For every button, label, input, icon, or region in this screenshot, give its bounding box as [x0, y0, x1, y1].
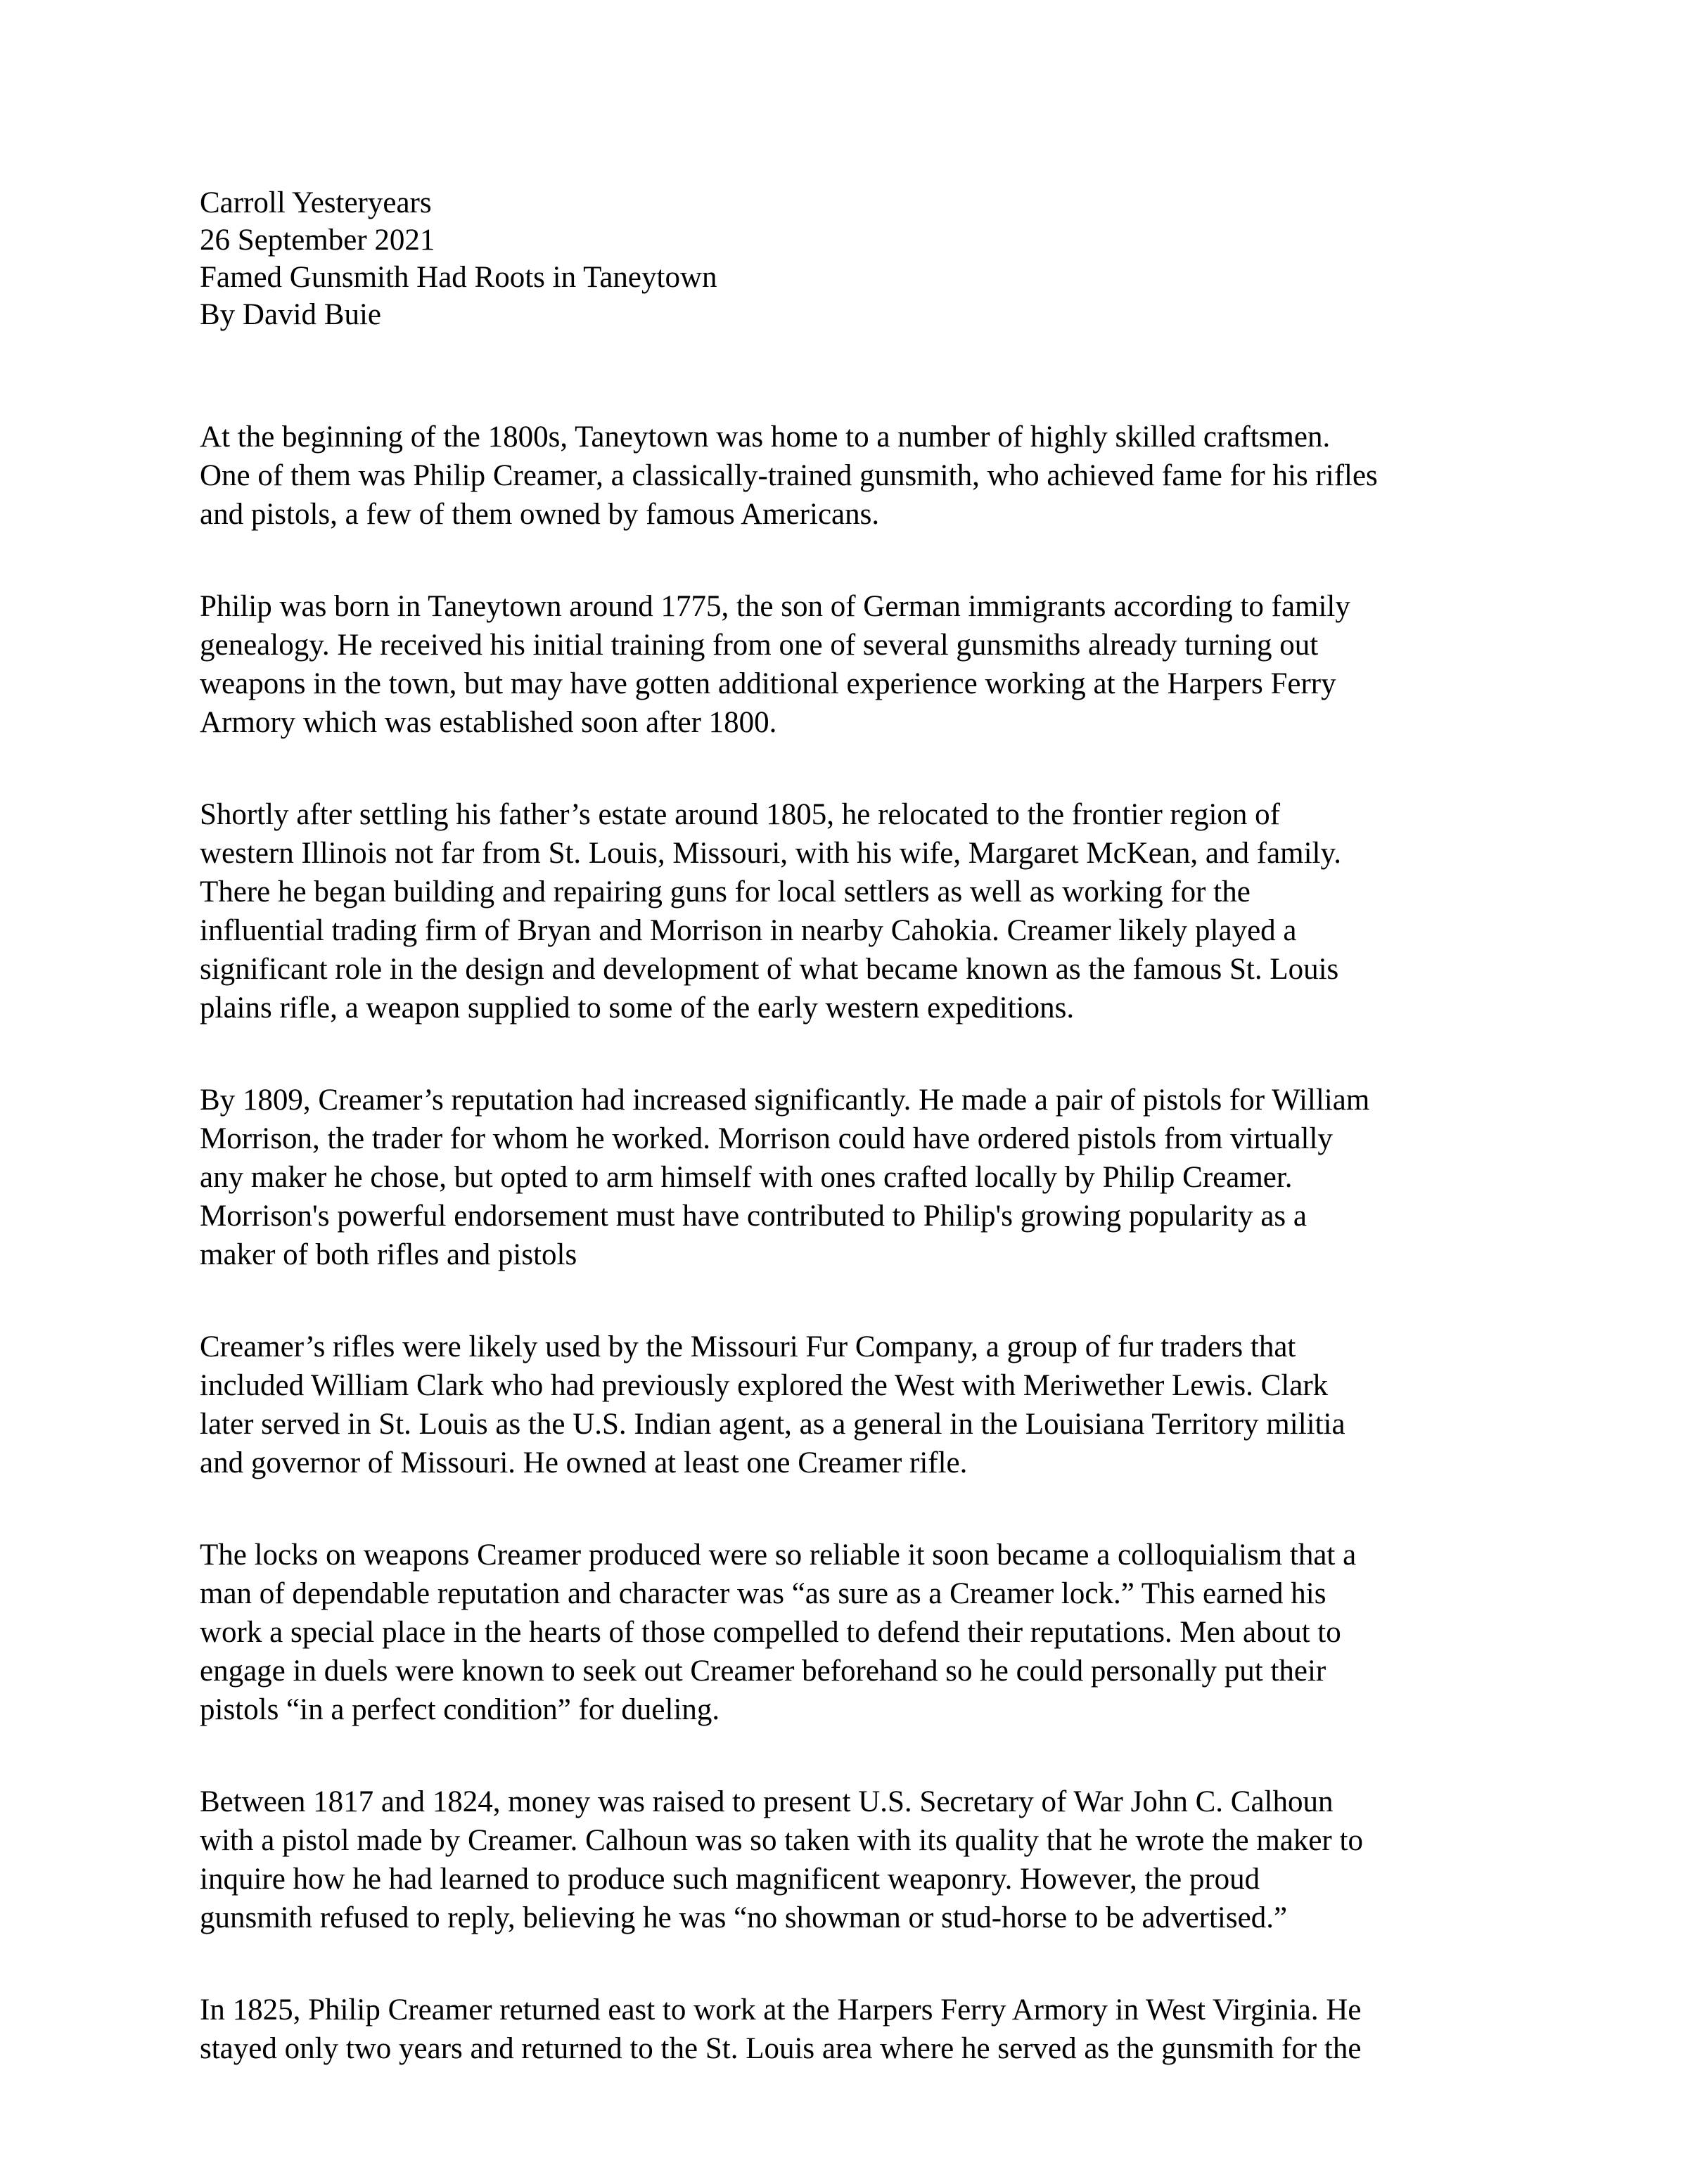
text-line: Creamer’s rifles were likely used by the Missouri Fur Company, a group of fur traders that	[200, 1330, 1296, 1363]
text-line: By 1809, Creamer’s reputation had increased significantly. He made a pair of pistols for William	[200, 1084, 1370, 1117]
paragraph	[200, 795, 1536, 1027]
paragraph-gap	[200, 1274, 1536, 1328]
text-line: Shortly after settling his father’s estate around 1805, he relocated to the frontier region of	[200, 798, 1280, 831]
paragraph-gap	[200, 534, 1536, 587]
text-line: At the beginning of the 1800s, Taneytown was home to a number of highly skilled craftsmen.	[200, 420, 1331, 454]
text-line: The locks on weapons Creamer produced were so reliable it soon became a colloquialism that a	[200, 1539, 1357, 1572]
text-line: In 1825, Philip Creamer returned east to work at the Harpers Ferry Armory in West Virginia. He	[200, 1993, 1362, 2026]
text-line: weapons in the town, but may have gotten additional experience working at the Harpers Ferry	[200, 667, 1336, 700]
column-name: Carroll Yesteryears	[200, 186, 432, 219]
paragraph-gap	[200, 1482, 1536, 1536]
text-line: work a special place in the hearts of those compelled to defend their reputations. Men about to	[200, 1616, 1341, 1649]
text-line: engage in duels were known to seek out Creamer beforehand so he could personally put their	[200, 1655, 1326, 1688]
text-line: Philip was born in Taneytown around 1775, the son of German immigrants according to family	[200, 590, 1350, 623]
paragraph-gap	[200, 1729, 1536, 1782]
paragraph	[200, 1328, 1536, 1482]
text-line: maker of both rifles and pistols	[200, 1238, 577, 1271]
text-line: One of them was Philip Creamer, a classically-trained gunsmith, who achieved fame for his rifles	[200, 459, 1378, 492]
paragraph	[200, 1536, 1536, 1729]
paragraph	[200, 418, 1536, 534]
text-line: and pistols, a few of them owned by famous Americans.	[200, 498, 880, 531]
paragraph	[200, 1081, 1536, 1274]
text-line: significant role in the design and development of what became known as the famous St. Louis	[200, 953, 1339, 986]
text-line: Between 1817 and 1824, money was raised to present U.S. Secretary of War John C. Calhoun	[200, 1785, 1334, 1818]
publication-date: 26 September 2021	[200, 224, 435, 257]
paragraph	[200, 1782, 1536, 1937]
text-line: stayed only two years and returned to the St. Louis area where he served as the gunsmith for the	[200, 2032, 1362, 2065]
article-title: Famed Gunsmith Had Roots in Taneytown	[200, 261, 717, 294]
byline: By David Buie	[200, 298, 381, 331]
paragraph-gap	[200, 1027, 1536, 1081]
text-line: pistols “in a perfect condition” for dueling.	[200, 1693, 720, 1726]
text-line: western Illinois not far from St. Louis, Missouri, with his wife, Margaret McKean, and family.	[200, 837, 1341, 870]
paragraph-gap	[200, 742, 1536, 795]
text-line: Armory which was established soon after 1800.	[200, 706, 777, 739]
text-line: gunsmith refused to reply, believing he was “no showman or stud-horse to be advertised.”	[200, 1901, 1288, 1934]
paragraph	[200, 587, 1536, 742]
text-line: man of dependable reputation and character was “as sure as a Creamer lock.” This earned his	[200, 1577, 1326, 1610]
text-line: and governor of Missouri. He owned at least one Creamer rifle.	[200, 1446, 968, 1479]
paragraph-gap	[200, 1937, 1536, 1991]
text-line: There he began building and repairing guns for local settlers as well as working for the	[200, 875, 1251, 908]
text-line: with a pistol made by Creamer. Calhoun was so taken with its quality that he wrote the maker to	[200, 1824, 1363, 1857]
text-line: included William Clark who had previously explored the West with Meriwether Lewis. Clark	[200, 1369, 1329, 1402]
text-line: any maker he chose, but opted to arm himself with ones crafted locally by Philip Creamer.	[200, 1161, 1293, 1194]
text-line: Morrison's powerful endorsement must have contributed to Philip's growing popularity as a	[200, 1200, 1307, 1233]
article-body	[200, 418, 1536, 2068]
article-header	[200, 184, 717, 333]
text-line: genealogy. He received his initial training from one of several gunsmiths already turning out	[200, 629, 1319, 662]
text-line: inquire how he had learned to produce such magnificent weaponry. However, the proud	[200, 1863, 1260, 1896]
text-line: plains rifle, a weapon supplied to some of the early western expeditions.	[200, 991, 1075, 1024]
text-line: Morrison, the trader for whom he worked. Morrison could have ordered pistols from virtually	[200, 1122, 1333, 1155]
paragraph	[200, 1991, 1536, 2068]
text-line: later served in St. Louis as the U.S. Indian agent, as a general in the Louisiana Territory militia	[200, 1408, 1345, 1441]
text-line: influential trading firm of Bryan and Morrison in nearby Cahokia. Creamer likely played a	[200, 914, 1297, 947]
